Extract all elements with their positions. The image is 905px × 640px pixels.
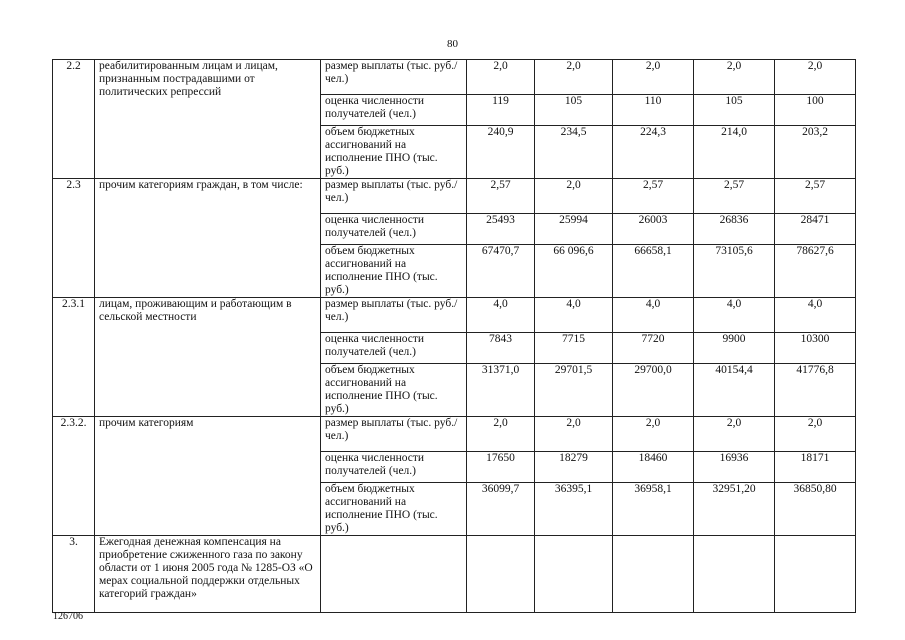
indicator-cell: размер выплаты (тыс. руб./чел.) bbox=[321, 298, 467, 333]
value-cell: 26836 bbox=[694, 214, 775, 245]
value-cell: 18279 bbox=[535, 452, 613, 483]
value-cell: 4,0 bbox=[613, 298, 694, 333]
indicator-cell: оценка численности получателей (чел.) bbox=[321, 95, 467, 126]
indicator-cell: оценка численности получателей (чел.) bbox=[321, 214, 467, 245]
indicator-cell: объем бюджетных ассигнований на исполнение ПНО (тыс. руб.) bbox=[321, 126, 467, 179]
value-cell: 66658,1 bbox=[613, 245, 694, 298]
value-cell: 36850,80 bbox=[775, 483, 856, 536]
table-row bbox=[53, 298, 856, 333]
indicator-cell: объем бюджетных ассигнований на исполнение ПНО (тыс. руб.) bbox=[321, 483, 467, 536]
value-cell: 36099,7 bbox=[467, 483, 535, 536]
value-cell: 2,0 bbox=[467, 417, 535, 452]
value-cell: 2,0 bbox=[775, 60, 856, 95]
value-cell: 4,0 bbox=[775, 298, 856, 333]
value-cell: 78627,6 bbox=[775, 245, 856, 298]
indicator-cell: объем бюджетных ассигнований на исполнение ПНО (тыс. руб.) bbox=[321, 364, 467, 417]
value-cell: 7715 bbox=[535, 333, 613, 364]
value-cell: 18460 bbox=[613, 452, 694, 483]
value-cell: 203,2 bbox=[775, 126, 856, 179]
value-cell: 4,0 bbox=[467, 298, 535, 333]
empty-cell bbox=[694, 536, 775, 613]
value-cell: 105 bbox=[535, 95, 613, 126]
indicator-cell: оценка численности получателей (чел.) bbox=[321, 452, 467, 483]
value-cell: 31371,0 bbox=[467, 364, 535, 417]
value-cell: 25493 bbox=[467, 214, 535, 245]
empty-cell bbox=[613, 536, 694, 613]
value-cell: 119 bbox=[467, 95, 535, 126]
value-cell: 29700,0 bbox=[613, 364, 694, 417]
value-cell: 2,0 bbox=[775, 417, 856, 452]
indicator-cell: оценка численности получателей (чел.) bbox=[321, 333, 467, 364]
value-cell: 28471 bbox=[775, 214, 856, 245]
value-cell: 214,0 bbox=[694, 126, 775, 179]
value-cell: 2,0 bbox=[467, 60, 535, 95]
value-cell: 67470,7 bbox=[467, 245, 535, 298]
category-cell: реабилитированным лицам и лицам, признанным пострадавшими от политических репрессий bbox=[95, 60, 321, 179]
value-cell: 2,0 bbox=[613, 417, 694, 452]
category-cell: Ежегодная денежная компенсация на приобретение сжиженного газа по закону области от 1 июня 2005 года № 1285-ОЗ «О мерах социальной поддержки отдельных категорий граждан» bbox=[95, 536, 321, 613]
value-cell: 2,57 bbox=[775, 179, 856, 214]
value-cell: 18171 bbox=[775, 452, 856, 483]
value-cell: 2,0 bbox=[694, 417, 775, 452]
value-cell: 2,57 bbox=[613, 179, 694, 214]
category-cell: лицам, проживающим и работающим в сельской местности bbox=[95, 298, 321, 417]
value-cell: 9900 bbox=[694, 333, 775, 364]
value-cell: 66 096,6 bbox=[535, 245, 613, 298]
value-cell: 7720 bbox=[613, 333, 694, 364]
indicator-cell: размер выплаты (тыс. руб./чел.) bbox=[321, 417, 467, 452]
category-cell: прочим категориям граждан, в том числе: bbox=[95, 179, 321, 298]
empty-cell bbox=[535, 536, 613, 613]
value-cell: 100 bbox=[775, 95, 856, 126]
indicator-cell: размер выплаты (тыс. руб./чел.) bbox=[321, 60, 467, 95]
indicator-cell: размер выплаты (тыс. руб./чел.) bbox=[321, 179, 467, 214]
row-index: 2.3.2. bbox=[53, 417, 95, 536]
empty-cell bbox=[775, 536, 856, 613]
value-cell: 4,0 bbox=[694, 298, 775, 333]
value-cell: 4,0 bbox=[535, 298, 613, 333]
row-index: 3. bbox=[53, 536, 95, 613]
value-cell: 224,3 bbox=[613, 126, 694, 179]
value-cell: 105 bbox=[694, 95, 775, 126]
empty-cell bbox=[467, 536, 535, 613]
value-cell: 25994 bbox=[535, 214, 613, 245]
value-cell: 234,5 bbox=[535, 126, 613, 179]
budget-table bbox=[52, 59, 856, 613]
value-cell: 29701,5 bbox=[535, 364, 613, 417]
value-cell: 2,0 bbox=[613, 60, 694, 95]
value-cell: 2,0 bbox=[535, 179, 613, 214]
indicator-cell: объем бюджетных ассигнований на исполнение ПНО (тыс. руб.) bbox=[321, 245, 467, 298]
value-cell: 36395,1 bbox=[535, 483, 613, 536]
row-index: 2.3 bbox=[53, 179, 95, 298]
value-cell: 2,0 bbox=[694, 60, 775, 95]
value-cell: 36958,1 bbox=[613, 483, 694, 536]
value-cell: 40154,4 bbox=[694, 364, 775, 417]
value-cell: 17650 bbox=[467, 452, 535, 483]
table-row bbox=[53, 179, 856, 214]
table-row bbox=[53, 60, 856, 95]
table-row bbox=[53, 536, 856, 613]
value-cell: 2,0 bbox=[535, 417, 613, 452]
value-cell: 2,57 bbox=[467, 179, 535, 214]
value-cell: 73105,6 bbox=[694, 245, 775, 298]
value-cell: 2,57 bbox=[694, 179, 775, 214]
page-number: 80 bbox=[447, 38, 458, 50]
table-row bbox=[53, 417, 856, 452]
value-cell: 2,0 bbox=[535, 60, 613, 95]
value-cell: 26003 bbox=[613, 214, 694, 245]
value-cell: 240,9 bbox=[467, 126, 535, 179]
value-cell: 110 bbox=[613, 95, 694, 126]
value-cell: 10300 bbox=[775, 333, 856, 364]
value-cell: 16936 bbox=[694, 452, 775, 483]
value-cell: 32951,20 bbox=[694, 483, 775, 536]
value-cell: 41776,8 bbox=[775, 364, 856, 417]
document-code: 126706 bbox=[53, 611, 83, 622]
empty-cell bbox=[321, 536, 467, 613]
row-index: 2.2 bbox=[53, 60, 95, 179]
category-cell: прочим категориям bbox=[95, 417, 321, 536]
row-index: 2.3.1 bbox=[53, 298, 95, 417]
value-cell: 7843 bbox=[467, 333, 535, 364]
